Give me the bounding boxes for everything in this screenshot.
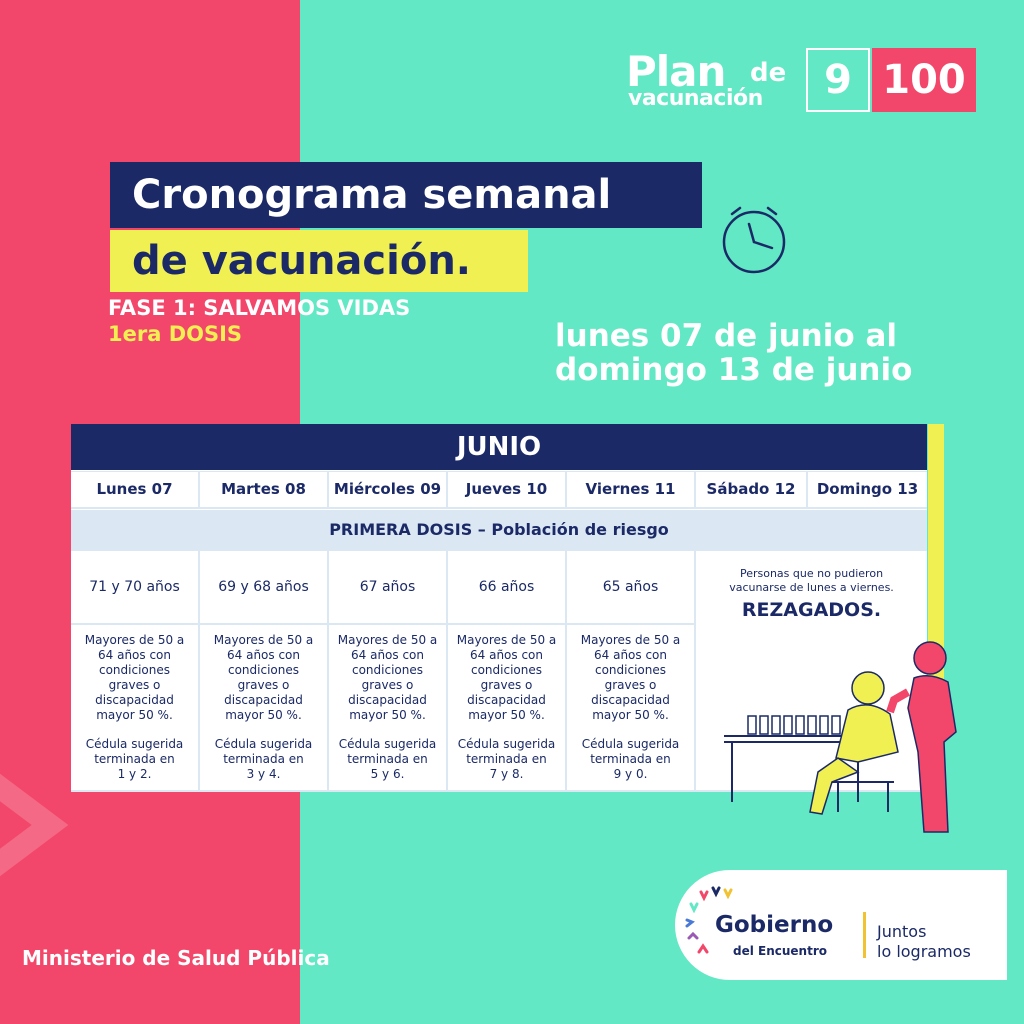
cedula-text: Cédula sugerida — [457, 737, 556, 751]
condition-text: condiciones — [98, 663, 170, 677]
condition-text: mayor 50 %. — [96, 708, 173, 722]
condition-text: Mayores de 50 a — [84, 633, 185, 647]
condition-text: graves o — [361, 678, 414, 692]
day-header: Jueves 10 — [448, 472, 565, 507]
condition-text: Mayores de 50 a — [337, 633, 438, 647]
age-cell: 67 años — [329, 551, 446, 623]
condition-text: condiciones — [594, 663, 666, 677]
conditions-cell — [448, 625, 565, 790]
condition-text: 64 años con — [98, 648, 171, 662]
condition-text: 64 años con — [594, 648, 667, 662]
cedula-text: Cédula sugerida — [581, 737, 680, 751]
day-header: Martes 08 — [200, 472, 327, 507]
badge-100: 100 — [872, 48, 976, 112]
chevron-icon — [0, 770, 70, 880]
weekend-title: REZAGADOS. — [741, 599, 882, 621]
age-cell: 65 años — [567, 551, 694, 623]
cedula-text: Cédula sugerida — [214, 737, 313, 751]
condition-text: Mayores de 50 a — [456, 633, 557, 647]
conditions-cell — [329, 625, 446, 790]
month-header: JUNIO — [71, 424, 927, 470]
conditions-cell — [71, 625, 198, 790]
conditions-cell — [200, 625, 327, 790]
day-header: Miércoles 09 — [329, 472, 446, 507]
condition-text: condiciones — [351, 663, 423, 677]
cedula-text: terminada en — [466, 752, 547, 766]
condition-text: discapacidad — [348, 693, 427, 707]
condition-text: discapacidad — [224, 693, 303, 707]
logo-del-encuentro: del Encuentro — [733, 944, 827, 958]
day-header: Viernes 11 — [567, 472, 694, 507]
weekend-note — [716, 567, 907, 595]
age-cell: 69 y 68 años — [200, 551, 327, 623]
condition-text: mayor 50 %. — [349, 708, 426, 722]
condition-text: mayor 50 %. — [468, 708, 545, 722]
condition-text: discapacidad — [467, 693, 546, 707]
condition-text: 64 años con — [470, 648, 543, 662]
cedula-text: terminada en — [347, 752, 428, 766]
condition-text: mayor 50 %. — [225, 708, 302, 722]
condition-text: condiciones — [227, 663, 299, 677]
vaccination-illustration — [718, 632, 968, 852]
day-header: Domingo 13 — [808, 472, 927, 507]
badge-9: 9 — [806, 48, 870, 112]
condition-text: Mayores de 50 a — [580, 633, 681, 647]
weekend-note-line: Personas que no pudieron — [739, 567, 884, 580]
page-title-line1: Cronograma semanal — [110, 162, 702, 228]
condition-text: mayor 50 %. — [592, 708, 669, 722]
logo-gobierno: Gobierno — [715, 912, 834, 938]
cedula-ending: 7 y 8. — [489, 767, 524, 781]
date-range-line2: domingo 13 de junio — [555, 352, 913, 388]
cedula-ending: 9 y 0. — [613, 767, 648, 781]
condition-text: Mayores de 50 a — [213, 633, 314, 647]
condition-text: graves o — [108, 678, 161, 692]
age-cell: 66 años — [448, 551, 565, 623]
condition-text: discapacidad — [95, 693, 174, 707]
condition-text: graves o — [604, 678, 657, 692]
date-range-line1: lunes 07 de junio al — [555, 318, 897, 354]
cedula-text: terminada en — [223, 752, 304, 766]
slogan-line2: lo logramos — [877, 942, 971, 961]
condition-text: graves o — [237, 678, 290, 692]
condition-text: 64 años con — [351, 648, 424, 662]
condition-text: condiciones — [470, 663, 542, 677]
cedula-ending: 1 y 2. — [117, 767, 152, 781]
logo-separator — [863, 912, 866, 958]
weekend-note-line: vacunarse de lunes a viernes. — [729, 581, 894, 594]
gobierno-logo — [675, 870, 1007, 980]
slogan-line1: Juntos — [877, 922, 927, 941]
condition-text: discapacidad — [591, 693, 670, 707]
dose-banner: PRIMERA DOSIS – Población de riesgo — [71, 510, 927, 550]
cedula-text: Cédula sugerida — [85, 737, 184, 751]
dose-label: 1era DOSIS — [108, 322, 243, 346]
cedula-text: Cédula sugerida — [338, 737, 437, 751]
plan-vacunacion: vacunación — [628, 86, 763, 111]
plan-word: Plan — [626, 47, 726, 96]
day-header: Sábado 12 — [696, 472, 806, 507]
age-cell: 71 y 70 años — [71, 551, 198, 623]
condition-text: 64 años con — [227, 648, 300, 662]
cedula-ending: 5 y 6. — [370, 767, 405, 781]
phase-label: FASE 1: SALVAMOS VIDAS — [108, 296, 411, 320]
page-title-line2: de vacunación. — [110, 230, 528, 292]
days-row — [71, 471, 927, 509]
cedula-text: terminada en — [94, 752, 175, 766]
conditions-cell — [567, 625, 694, 790]
clock-icon — [720, 204, 788, 276]
cedula-ending: 3 y 4. — [246, 767, 281, 781]
cedula-text: terminada en — [590, 752, 671, 766]
day-header: Lunes 07 — [71, 472, 198, 507]
condition-text: graves o — [480, 678, 533, 692]
ministry-label: Ministerio de Salud Pública — [22, 946, 330, 970]
plan-de: de — [750, 58, 787, 88]
